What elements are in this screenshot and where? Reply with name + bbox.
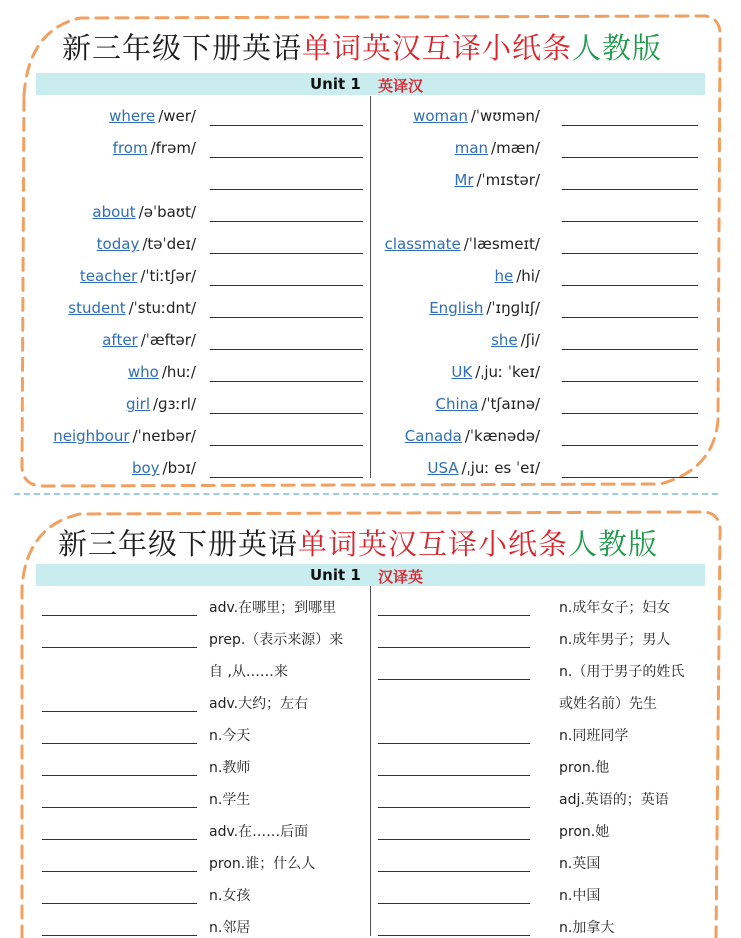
answer-blank[interactable]: [42, 903, 197, 904]
vocab-phonetic: /ɡɜːrl/: [153, 395, 196, 413]
cn-definition: pron.谁；什么人: [209, 856, 316, 872]
cn-definition: n.教师: [209, 760, 251, 776]
cn-definition: adv.在哪里；到哪里: [209, 600, 337, 616]
vocab-phonetic: /wer/: [158, 107, 196, 125]
vocab-entry: [68, 299, 196, 317]
answer-blank[interactable]: [562, 349, 698, 350]
cut-line: [14, 493, 718, 495]
answer-blank[interactable]: [378, 903, 530, 904]
vocab-entry: [109, 107, 196, 125]
answer-blank[interactable]: [210, 125, 363, 126]
vocab-entry: [413, 107, 540, 125]
vocab-word: about: [92, 203, 136, 221]
answer-blank[interactable]: [42, 839, 197, 840]
vocab-word: classmate: [384, 235, 461, 253]
unit-header-bar: [36, 73, 705, 95]
vocab-phonetic: /huː/: [161, 363, 196, 381]
vocab-entry: [97, 235, 196, 253]
vocab-phonetic: /ˈæftər/: [140, 331, 196, 349]
vocab-word: who: [127, 363, 159, 381]
answer-blank[interactable]: [210, 445, 363, 446]
vocab-entry: [385, 235, 540, 253]
vocab-phonetic: /frəm/: [150, 139, 196, 157]
vocab-word: from: [112, 139, 148, 157]
answer-blank[interactable]: [42, 871, 197, 872]
unit-header-bar: [36, 564, 705, 586]
answer-blank[interactable]: [378, 775, 530, 776]
vocab-word: teacher: [79, 267, 138, 285]
vocab-word: girl: [125, 395, 150, 413]
vocab-phonetic: /təˈdeɪ/: [142, 235, 196, 253]
answer-blank[interactable]: [210, 189, 363, 190]
vocab-word: English: [429, 299, 484, 317]
vocab-entry: [427, 459, 540, 477]
page-title: [58, 522, 658, 563]
vocab-phonetic: /ˌjuː es ˈeɪ/: [461, 459, 540, 477]
cn-definition: n.（用于男子的姓氏: [559, 664, 685, 680]
vocab-phonetic: /ˈɪŋɡlɪʃ/: [486, 299, 540, 317]
title-part-edition: 人教版: [572, 31, 663, 65]
cn-definition: n.今天: [209, 728, 251, 744]
vocab-phonetic: /mæn/: [491, 139, 540, 157]
answer-blank[interactable]: [210, 349, 363, 350]
vocab-phonetic: /ˈkænədə/: [464, 427, 540, 445]
answer-blank[interactable]: [562, 317, 698, 318]
vocab-word: woman: [413, 107, 468, 125]
vocab-phonetic: /ˈwʊmən/: [470, 107, 540, 125]
answer-blank[interactable]: [378, 615, 530, 616]
vocab-word: UK: [451, 363, 473, 381]
answer-blank[interactable]: [210, 285, 363, 286]
answer-blank[interactable]: [378, 871, 530, 872]
answer-blank[interactable]: [562, 285, 698, 286]
answer-blank[interactable]: [42, 743, 197, 744]
answer-blank[interactable]: [378, 839, 530, 840]
answer-blank[interactable]: [42, 775, 197, 776]
title-part-topic: 单词英汉互译小纸条: [298, 527, 569, 561]
vocab-entry: [454, 171, 540, 189]
title-part-edition: 人教版: [568, 527, 659, 561]
cn-definition: 自 ,从……来: [209, 664, 288, 680]
answer-blank[interactable]: [378, 935, 530, 936]
vocab-word: she: [491, 331, 518, 349]
cn-definition: n.邻居: [209, 920, 251, 936]
vocab-phonetic: /ˈmɪstər/: [476, 171, 540, 189]
vocab-phonetic: /ˌjuː ˈkeɪ/: [475, 363, 540, 381]
vocab-entry: [128, 363, 196, 381]
cn-definition: adv.在……后面: [209, 824, 309, 840]
cn-definition: prep.（表示来源）来: [209, 632, 344, 648]
answer-blank[interactable]: [562, 413, 698, 414]
cn-definition: 或姓名前）先生: [559, 696, 657, 712]
answer-blank[interactable]: [210, 221, 363, 222]
answer-blank[interactable]: [562, 445, 698, 446]
column-divider: [370, 96, 371, 478]
cn-definition: n.加拿大: [559, 920, 615, 936]
answer-blank[interactable]: [42, 647, 197, 648]
answer-blank[interactable]: [42, 711, 197, 712]
vocab-entry: [126, 395, 196, 413]
vocab-entry: [405, 427, 540, 445]
answer-blank[interactable]: [210, 413, 363, 414]
answer-blank[interactable]: [210, 317, 363, 318]
worksheet-card-cn-to-en: [0, 498, 741, 938]
vocab-entry: [429, 299, 540, 317]
vocab-word: man: [454, 139, 489, 157]
vocab-word: China: [435, 395, 479, 413]
vocab-entry: [494, 267, 540, 285]
vocab-phonetic: /ˈtʃaɪnə/: [481, 395, 540, 413]
page-title: [62, 26, 662, 67]
answer-blank[interactable]: [210, 253, 363, 254]
vocab-word: student: [68, 299, 126, 317]
unit-label: Unit 1: [310, 566, 361, 584]
answer-blank[interactable]: [42, 807, 197, 808]
answer-blank[interactable]: [562, 189, 698, 190]
vocab-entry: [132, 459, 196, 477]
vocab-entry: [92, 203, 196, 221]
answer-blank[interactable]: [562, 221, 698, 222]
vocab-entry: [435, 395, 540, 413]
cn-definition: n.女孩: [209, 888, 251, 904]
answer-blank[interactable]: [210, 157, 363, 158]
cn-definition: n.中国: [559, 888, 601, 904]
vocab-word: he: [494, 267, 514, 285]
unit-label: Unit 1: [310, 75, 361, 93]
vocab-phonetic: /bɔɪ/: [162, 459, 196, 477]
vocab-phonetic: /ˈlæsmeɪt/: [463, 235, 540, 253]
vocab-word: Canada: [404, 427, 462, 445]
vocab-entry: [451, 363, 540, 381]
vocab-entry: [113, 139, 196, 157]
answer-blank[interactable]: [562, 157, 698, 158]
title-part-grade: 新三年级下册英语: [62, 31, 303, 65]
answer-blank[interactable]: [210, 381, 363, 382]
cn-definition: n.成年男子；男人: [559, 632, 671, 648]
title-part-grade: 新三年级下册英语: [58, 527, 299, 561]
answer-blank[interactable]: [210, 477, 363, 478]
vocab-word: after: [102, 331, 138, 349]
mode-label: 英译汉: [378, 77, 424, 95]
cn-definition: pron.他: [559, 760, 610, 776]
answer-blank[interactable]: [378, 679, 530, 680]
cn-definition: n.同班同学: [559, 728, 629, 744]
vocab-phonetic: /ʃi/: [520, 331, 540, 349]
vocab-word: Mr: [454, 171, 474, 189]
mode-label: 汉译英: [378, 568, 424, 586]
answer-blank[interactable]: [42, 935, 197, 936]
cn-definition: adv.大约；左右: [209, 696, 309, 712]
vocab-phonetic: /ˈneɪbər/: [132, 427, 196, 445]
vocab-phonetic: /hi/: [516, 267, 540, 285]
answer-blank[interactable]: [42, 615, 197, 616]
cn-definition: n.学生: [209, 792, 251, 808]
column-divider: [370, 586, 371, 936]
vocab-word: neighbour: [53, 427, 130, 445]
vocab-phonetic: /ˈstuːdnt/: [128, 299, 196, 317]
vocab-phonetic: /əˈbaʊt/: [138, 203, 196, 221]
vocab-entry: [53, 427, 196, 445]
cn-definition: adj.英语的；英语: [559, 792, 669, 808]
vocab-word: where: [109, 107, 156, 125]
vocab-word: today: [96, 235, 140, 253]
vocab-word: boy: [131, 459, 160, 477]
vocab-word: USA: [427, 459, 459, 477]
answer-blank[interactable]: [378, 743, 530, 744]
vocab-entry: [491, 331, 540, 349]
vocab-entry: [455, 139, 540, 157]
answer-blank[interactable]: [562, 381, 698, 382]
answer-blank[interactable]: [562, 125, 698, 126]
answer-blank[interactable]: [378, 647, 530, 648]
vocab-phonetic: /ˈtiːtʃər/: [140, 267, 196, 285]
vocab-entry: [102, 331, 196, 349]
answer-blank[interactable]: [562, 477, 698, 478]
title-part-topic: 单词英汉互译小纸条: [302, 31, 573, 65]
cn-definition: pron.她: [559, 824, 610, 840]
cn-definition: n.成年女子；妇女: [559, 600, 671, 616]
answer-blank[interactable]: [378, 807, 530, 808]
answer-blank[interactable]: [562, 253, 698, 254]
cn-definition: n.英国: [559, 856, 601, 872]
vocab-entry: [80, 267, 196, 285]
